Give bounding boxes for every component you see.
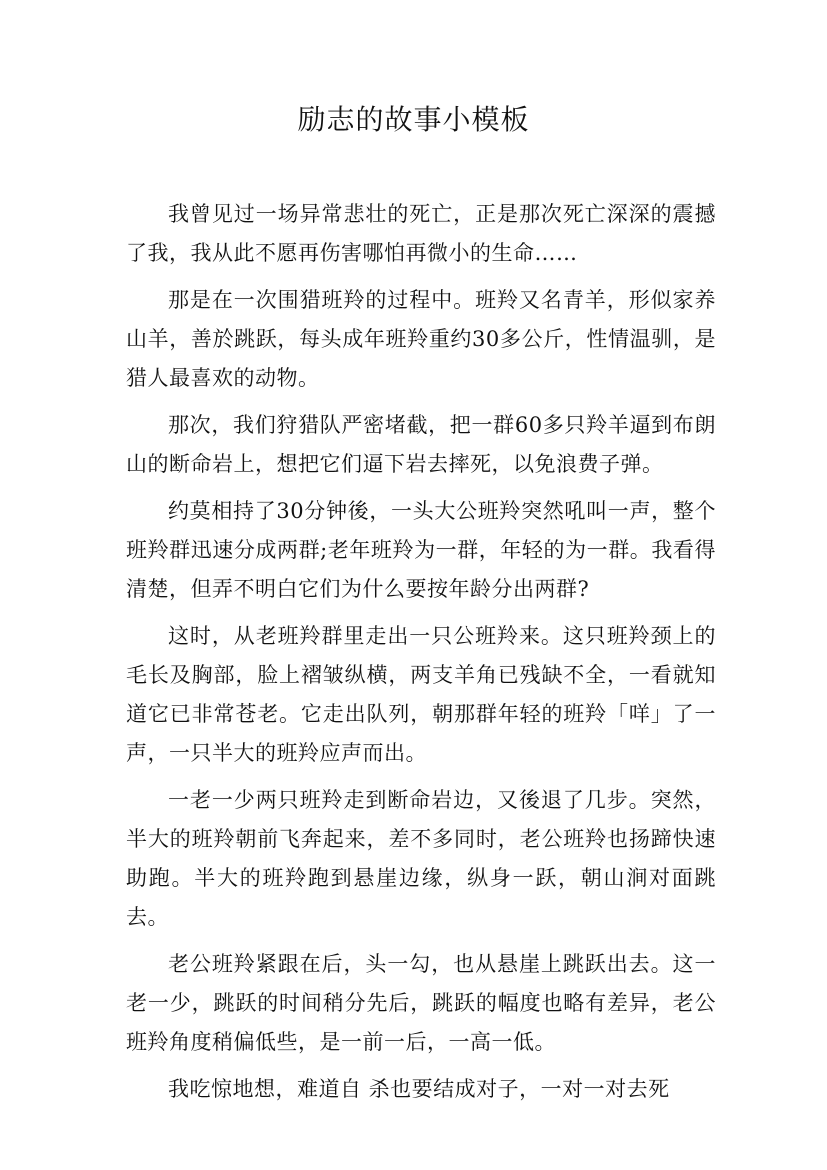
document-title: 励志的故事小模板 [297,103,530,136]
paragraph-7: 老公班羚紧跟在后，头一勾，也从悬崖上跳跃出去。这一老一少，跳跃的时间稍分先后，跳跃的幅度也略有差异，老公班羚角度稍偏低些，是一前一后，一高一低。 [126,952,716,1054]
document-body [126,195,716,1109]
paragraph-4: 约莫相持了30分钟後，一头大公班羚突然吼叫一声，整个班羚群迅速分成两群;老年班羚为一群，年轻的为一群。我看得清楚，但弄不明白它们为什么要按年龄分出两群? [126,499,716,601]
paragraph-5: 这时，从老班羚群里走出一只公班羚来。这只班羚颈上的毛长及胸部，脸上褶皱纵横，两支羊角已残缺不全，一看就知道它已非常苍老。它走出队列，朝那群年轻的班羚「咩」了一声，一只半大的班羚应声而出。 [126,624,716,765]
paragraph-1: 我曾见过一场异常悲壮的死亡，正是那次死亡深深的震撼了我，我从此不愿再伤害哪怕再微小的生命…… [126,202,716,265]
paragraph-3: 那次，我们狩猎队严密堵截，把一群60多只羚羊逼到布朗山的断命岩上，想把它们逼下岩去摔死，以免浪费子弹。 [126,413,716,476]
paragraph-6: 一老一少两只班羚走到断命岩边，又後退了几步。突然，半大的班羚朝前飞奔起来，差不多同时，老公班羚也扬蹄快速助跑。半大的班羚跑到悬崖边缘，纵身一跃，朝山涧对面跳去。 [126,788,716,929]
paragraph-8: 我吃惊地想，难道自 杀也要结成对子，一对一对去死 [168,1077,670,1101]
paragraph-2: 那是在一次围猎班羚的过程中。班羚又名青羊，形似家养山羊，善於跳跃，每头成年班羚重约30多公斤，性情温驯，是猎人最喜欢的动物。 [126,288,716,390]
